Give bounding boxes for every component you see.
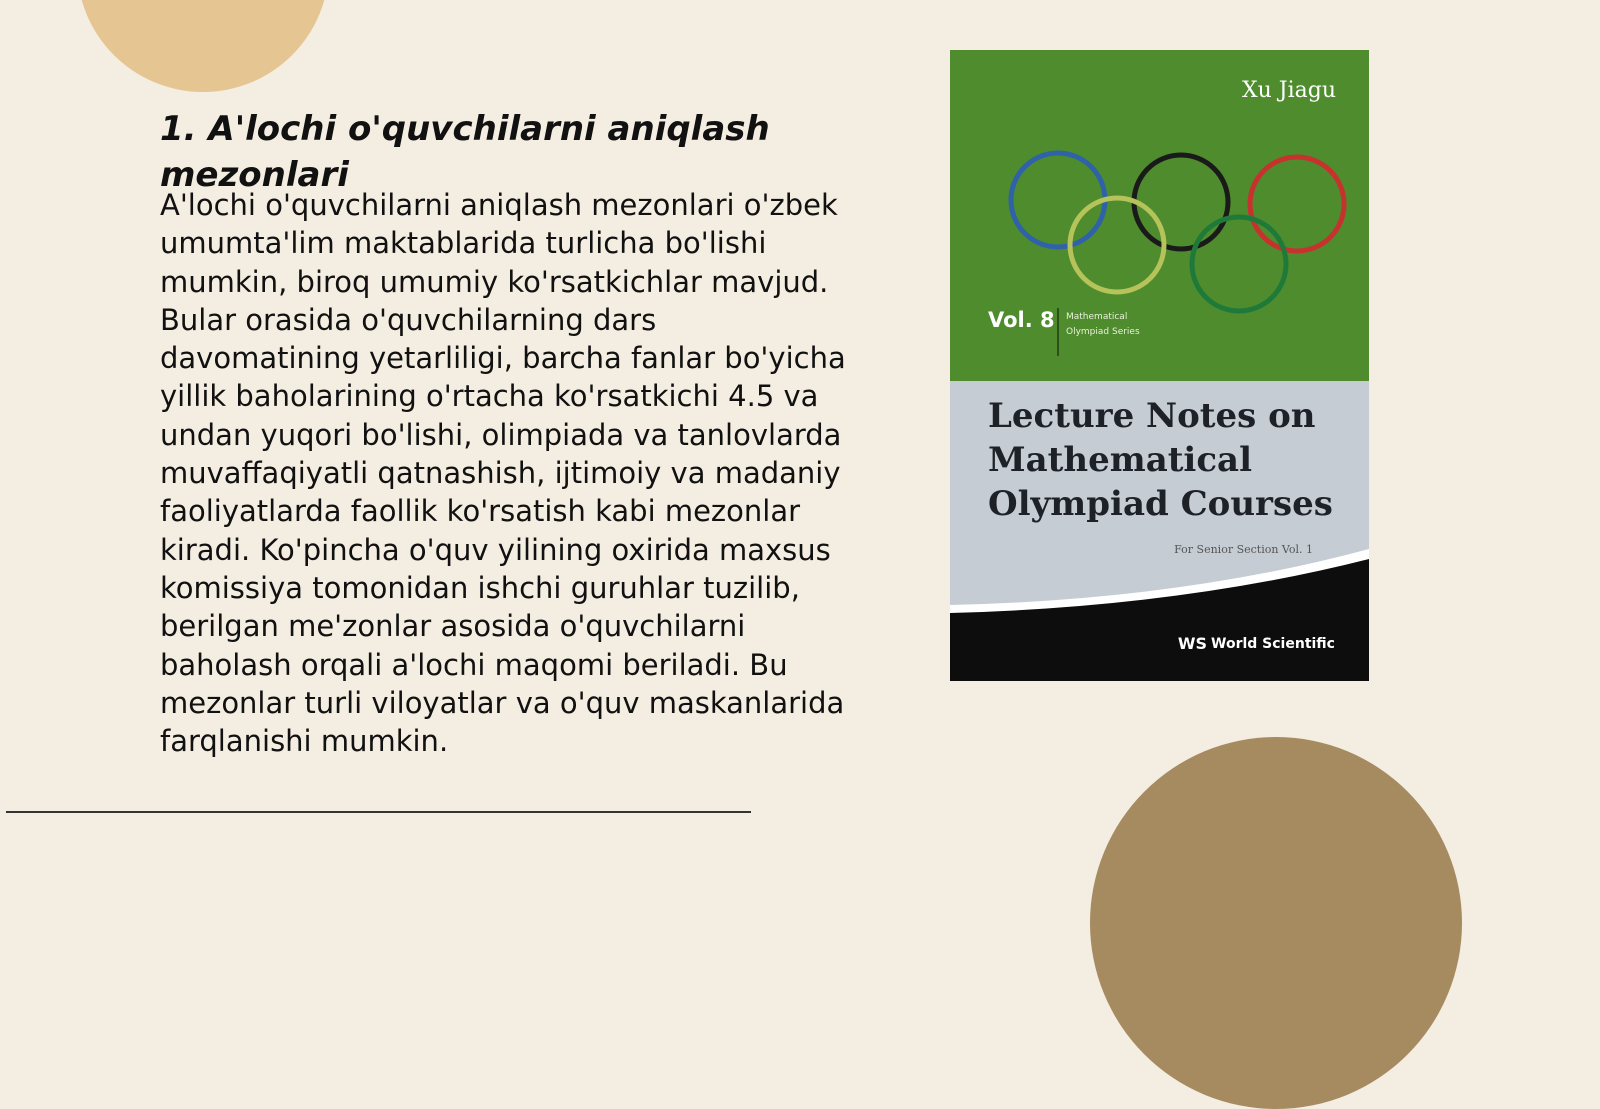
cover-subtitle: For Senior Section Vol. 1: [1174, 543, 1313, 556]
divider-line: [6, 811, 751, 813]
ring-blue: [1011, 153, 1105, 247]
ring-green: [1192, 217, 1286, 311]
book-cover-image: [950, 50, 1369, 681]
decor-circle-bottom: [1090, 737, 1462, 1109]
publisher: [1178, 634, 1335, 653]
slide-title: 1. A'lochi o'quvchilarni aniqlash mezonlari: [160, 109, 770, 195]
volume-divider: [1057, 308, 1059, 356]
ring-red: [1250, 157, 1344, 251]
decor-circle-top: [77, 0, 329, 92]
publisher-name: World Scientific: [1211, 635, 1335, 652]
slide-body: A'lochi o'quvchilarni aniqlash mezonlari o'zbek umumta'lim maktablarida turlicha bo'lishi mumkin, biroq umumiy ko'rsatkichlar mavjud. Bular orasida o'quvchilarning dars davomatining yetarliligi, barcha fanlar bo'yicha yillik baholarining o'rtacha ko'rsatkichi 4.5 va undan yuqori bo'lishi, olimpiada va tanlovlarda muvaffaqiyatli qatnashish, ijtimoiy va madaniy faoliyatlarda faollik ko'rsatish kabi mezonlar kiradi. Ko'pincha o'quv yilining oxirida maxsus komissiya tomonidan ishchi guruhlar tuzilib, berilgan me'zonlar asosida o'quvchilarni baholash orqali a'lochi maqomi beriladi. Bu mezonlar turli viloyatlar va o'quv maskanlarida farqlanishi mumkin.: [160, 188, 846, 759]
world-scientific-logo-icon: WS: [1177, 634, 1208, 653]
ring-black: [1134, 155, 1228, 249]
cover-title: Lecture Notes on Mathematical Olympiad Courses: [988, 396, 1333, 524]
ring-yellow: [1070, 198, 1164, 292]
cover-wave-shape: [950, 545, 1369, 681]
cover-series: Mathematical Olympiad Series: [1066, 312, 1140, 337]
cover-volume: Vol. 8: [988, 308, 1055, 332]
cover-author: Xu Jiagu: [1241, 78, 1336, 103]
